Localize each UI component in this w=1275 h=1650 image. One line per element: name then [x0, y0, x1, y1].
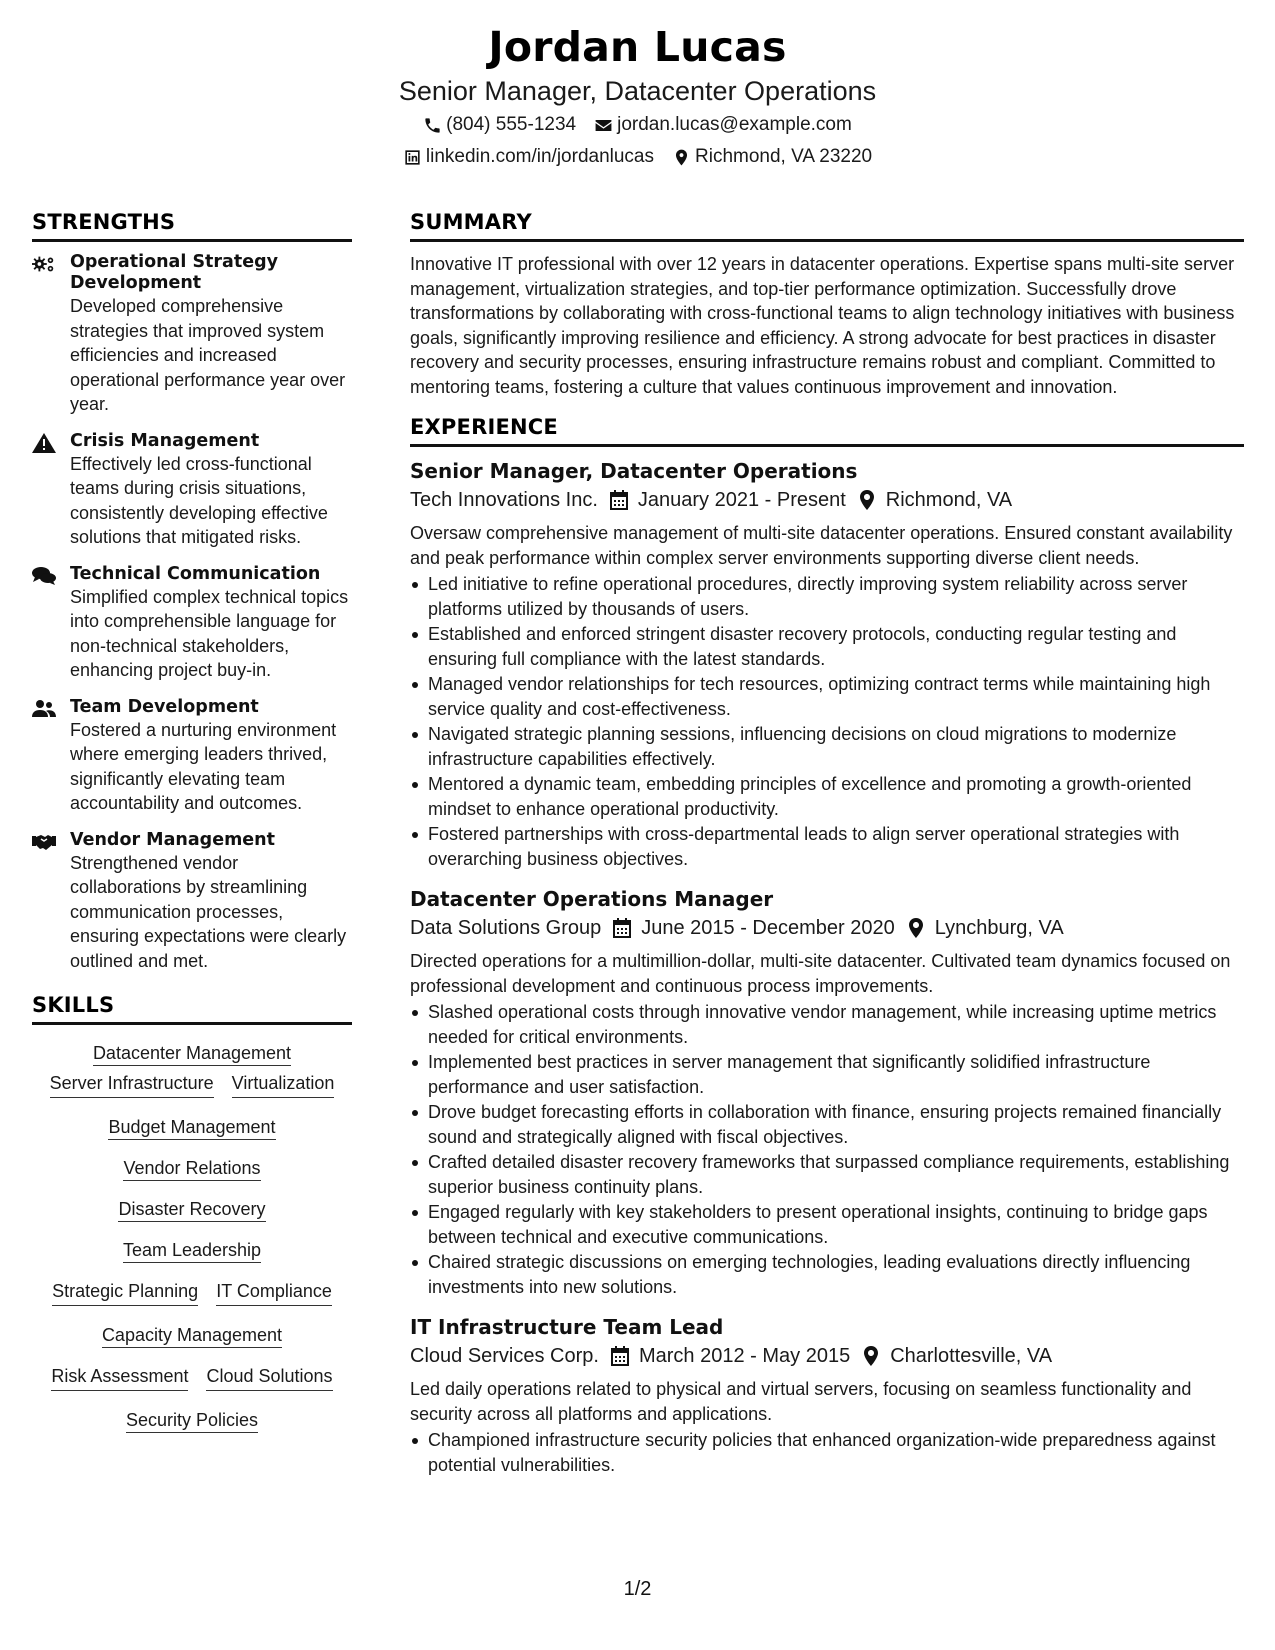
- job-title: Senior Manager, Datacenter Operations: [410, 459, 858, 483]
- location-contact: [672, 142, 872, 172]
- bullet-item: Navigated strategic planning sessions, influencing decisions on cloud migrations to modernize infrastructure capabilities effectively.: [410, 722, 1244, 771]
- skill-tag: Server Infrastructure: [50, 1071, 214, 1098]
- linkedin-icon: [403, 148, 422, 167]
- bullet-item: Drove budget forecasting efforts in collaboration with finance, ensuring projects remained financially sound and strategically aligned with fiscal objectives.: [410, 1100, 1244, 1149]
- job-bullets: [410, 1000, 1244, 1299]
- summary-text: Innovative IT professional with over 12 years in datacenter operations. Expertise spans multi-site server management, virtualization strategies, and top-tier performance optimization. Successfully drove transformations by collaborating with cross-functional teams to align technology initiatives with business goals, significantly improving resilience and efficiency. A strong advocate for best practices in disaster recovery and security processes, ensuring infrastructure remains robust and compliant. Committed to mentoring teams, fostering a culture that values continuous improvement and innovation.: [410, 254, 1235, 397]
- summary-heading: SUMMARY: [410, 208, 1244, 242]
- strength-item: [32, 830, 352, 974]
- strength-description: Fostered a nurturing environment where emerging leaders thrived, significantly elevating team accountability and outcomes.: [70, 719, 337, 813]
- skills-heading: SKILLS: [32, 991, 352, 1025]
- strength-item: [32, 697, 352, 816]
- skill-tag: Capacity Management: [102, 1325, 282, 1348]
- strength-description: Simplified complex technical topics into comprehensible language for non-technical stakeholders, enhancing project buy-in.: [70, 586, 349, 680]
- job-bullets: [410, 572, 1244, 871]
- job-location: Lynchburg, VA: [934, 917, 1064, 939]
- job-meta: [410, 485, 1244, 515]
- handshake-icon: [32, 830, 58, 974]
- map-marker-icon: [672, 148, 691, 167]
- bullet-item: Chaired strategic discussions on emerging technologies, leading evaluations directly influencing investments into new solutions.: [410, 1250, 1244, 1299]
- skill-tag: Budget Management: [108, 1117, 275, 1140]
- bullet-item: Mentored a dynamic team, embedding principles of excellence and promoting a growth-oriented mindset to enhance operational productivity.: [410, 772, 1244, 821]
- bullet-item: Engaged regularly with key stakeholders to present operational insights, continuing to bridge gaps between technical and executive communications.: [410, 1200, 1244, 1249]
- calendar-icon: [611, 1346, 629, 1366]
- skill-tag: Team Leadership: [123, 1240, 261, 1263]
- strength-title: Team Development: [70, 696, 259, 717]
- job-meta: [410, 1341, 1244, 1371]
- envelope-icon: [594, 116, 613, 135]
- warning-icon: [32, 431, 58, 550]
- skill-tag: Datacenter Management: [93, 1043, 291, 1066]
- linkedin-text[interactable]: linkedin.com/in/jordanlucas: [425, 146, 654, 167]
- users-icon: [32, 697, 58, 816]
- skill-tag: IT Compliance: [216, 1279, 332, 1306]
- location-text: Richmond, VA 23220: [695, 146, 873, 167]
- job-description: Directed operations for a multimillion-dollar, multi-site datacenter. Cultivated team dynamics focused on professional development and continuous process improvements.: [410, 951, 1231, 996]
- linkedin-contact[interactable]: [403, 142, 654, 172]
- calendar-icon: [613, 918, 631, 938]
- bullet-item: Implemented best practices in server management that significantly solidified infrastructure performance and user satisfaction.: [410, 1050, 1244, 1099]
- job-entry: [410, 885, 1244, 1299]
- left-column: [32, 208, 352, 1443]
- bullet-item: Slashed operational costs through innovative vendor management, while increasing uptime metrics needed for critical environments.: [410, 1000, 1244, 1049]
- comments-icon: [32, 564, 58, 683]
- job-dates: March 2012 - May 2015: [638, 1345, 851, 1367]
- job-title: Datacenter Operations Manager: [410, 887, 774, 911]
- page-number: 1/2: [623, 1578, 652, 1600]
- email-contact[interactable]: [594, 110, 852, 140]
- job-meta: [410, 913, 1244, 943]
- skill-tag: Cloud Solutions: [206, 1364, 332, 1391]
- job-description: Oversaw comprehensive management of multi-site datacenter operations. Ensured constant availability and peak performance within complex server environments supporting diverse client needs.: [410, 523, 1233, 568]
- skill-tag: Vendor Relations: [123, 1158, 260, 1181]
- experience-heading: EXPERIENCE: [410, 413, 1244, 447]
- job-entry: [410, 457, 1244, 871]
- phone-icon: [423, 116, 442, 135]
- bullet-item: Led initiative to refine operational procedures, directly improving system reliability across server platforms utilized by thousands of users.: [410, 572, 1244, 621]
- strength-item: [32, 564, 352, 683]
- strength-description: Effectively led cross-functional teams during crisis situations, consistently developing effective solutions that mitigated risks.: [70, 453, 328, 547]
- resume-header: [0, 20, 1275, 172]
- right-column: [410, 208, 1244, 1491]
- candidate-title: Senior Manager, Datacenter Operations: [398, 76, 877, 106]
- email-text[interactable]: jordan.lucas@example.com: [617, 114, 852, 135]
- gears-icon: [32, 252, 58, 417]
- job-location: Richmond, VA: [885, 489, 1013, 511]
- map-marker-icon: [862, 1346, 880, 1366]
- phone-contact: [423, 110, 576, 140]
- job-bullets: [410, 1428, 1244, 1477]
- map-marker-icon: [907, 918, 925, 938]
- strengths-heading: STRENGTHS: [32, 208, 352, 242]
- company-name: Tech Innovations Inc.: [410, 489, 598, 511]
- contact-row-2: [0, 142, 1275, 172]
- strength-item: [32, 252, 352, 417]
- job-description: Led daily operations related to physical and virtual servers, focusing on seamless functionality and security across all platforms and applications.: [410, 1379, 1192, 1424]
- map-marker-icon: [858, 490, 876, 510]
- job-dates: January 2021 - Present: [637, 489, 846, 511]
- bullet-item: Crafted detailed disaster recovery frameworks that surpassed compliance requirements, establishing superior business continuity plans.: [410, 1150, 1244, 1199]
- skill-tag: Disaster Recovery: [118, 1199, 265, 1222]
- company-name: Data Solutions Group: [410, 917, 602, 939]
- job-dates: June 2015 - December 2020: [641, 917, 895, 939]
- candidate-name: Jordan Lucas: [488, 23, 787, 71]
- strength-title: Operational Strategy Development: [70, 252, 279, 293]
- contact-row-1: [0, 110, 1275, 140]
- strength-title: Vendor Management: [70, 829, 276, 850]
- company-name: Cloud Services Corp.: [410, 1345, 599, 1367]
- phone-text: (804) 555-1234: [446, 114, 577, 135]
- skill-tag: Virtualization: [232, 1071, 335, 1098]
- job-title: IT Infrastructure Team Lead: [410, 1315, 724, 1339]
- strength-title: Crisis Management: [70, 430, 260, 451]
- bullet-item: Fostered partnerships with cross-departmental leads to align server operational strategies with overarching business objectives.: [410, 822, 1244, 871]
- strength-item: [32, 431, 352, 550]
- bullet-item: Managed vendor relationships for tech resources, optimizing contract terms while maintaining high service quality and cost-effectiveness.: [410, 672, 1244, 721]
- bullet-item: Established and enforced stringent disaster recovery protocols, conducting regular testing and ensuring full compliance with the latest standards.: [410, 622, 1244, 671]
- strength-title: Technical Communication: [70, 563, 321, 584]
- strength-description: Developed comprehensive strategies that improved system efficiencies and increased operational performance year over year.: [70, 296, 346, 414]
- calendar-icon: [610, 490, 628, 510]
- strength-description: Strengthened vendor collaborations by streamlining communication processes, ensuring expectations were clearly outlined and met.: [70, 852, 347, 971]
- bullet-item: Championed infrastructure security policies that enhanced organization-wide preparedness against potential vulnerabilities.: [410, 1428, 1244, 1477]
- skill-tag: Risk Assessment: [51, 1364, 188, 1391]
- skills-list: [32, 1035, 352, 1443]
- skill-tag: Strategic Planning: [52, 1279, 198, 1306]
- job-location: Charlottesville, VA: [890, 1345, 1053, 1367]
- skill-tag: Security Policies: [126, 1410, 258, 1433]
- job-entry: [410, 1313, 1244, 1477]
